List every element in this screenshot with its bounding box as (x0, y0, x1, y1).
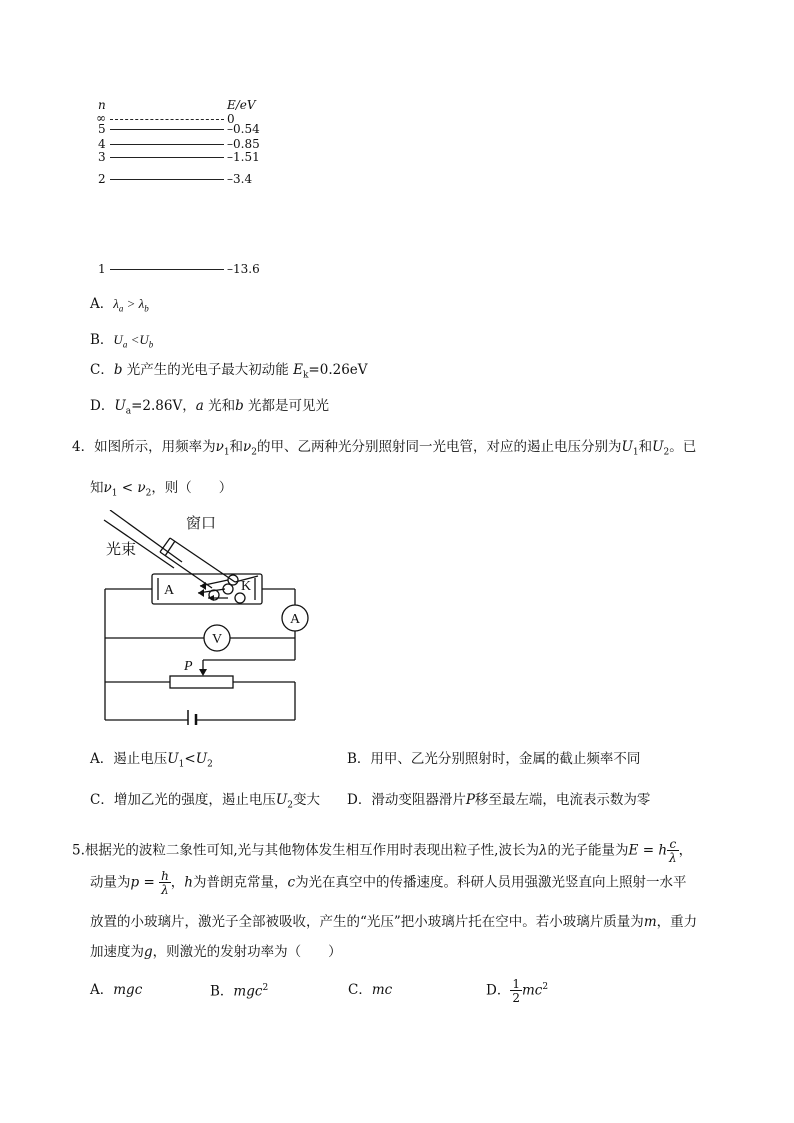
option-prefix: D． (90, 398, 115, 414)
q5-option-b[interactable]: B．mgc$^2$ (210, 983, 269, 1000)
q3-option-d[interactable]: D．$U_a=2.86V$，a 光和b 光都是可见光 (90, 398, 330, 417)
option-value: =2.86V， (131, 398, 196, 414)
q4-option-b[interactable] (347, 753, 640, 767)
level-line-1 (110, 269, 224, 270)
level-line-infinity (110, 119, 224, 120)
level-energy: –0.85 (227, 137, 260, 151)
stem-text: 。已 (669, 439, 697, 455)
stem-text: 为普朗克常量， (193, 874, 288, 891)
beam-label: 光束 (106, 542, 137, 558)
stem-text: 和 (229, 439, 244, 455)
stem-text: ，重力 (656, 914, 698, 930)
level-n-label: 1 (98, 262, 106, 276)
option-prefix: C． (90, 792, 114, 808)
option-prefix: B． (90, 332, 114, 348)
level-energy: –1.51 (227, 150, 260, 164)
option-prefix: C． (348, 982, 372, 998)
level-line-2 (110, 179, 224, 180)
anode-label: A (164, 583, 175, 598)
q4-option-c[interactable]: C．增加乙光的强度，遏止电压$U_2$变大 (90, 792, 320, 811)
level-energy: –13.6 (227, 262, 260, 276)
stem-text: 动量为 (90, 874, 131, 891)
level-energy: 0 (227, 112, 235, 126)
option-prefix: D． (486, 982, 511, 999)
q4-stem-line2: 知$\nu_1 < \nu_2$，则（ ） (90, 480, 233, 499)
ammeter-label: A (290, 612, 301, 627)
stem-text: 加速度为 (90, 944, 144, 960)
option-text: 光产生的光电子最大初动能 (126, 362, 289, 378)
option-value: =0.26eV (308, 362, 368, 378)
level-n-label: 3 (98, 150, 106, 164)
stem-text: 的甲、乙两种光分别照射同一光电管，对应的遏止电压分别为 (257, 439, 622, 455)
q5-option-a[interactable]: A．mgc (90, 982, 143, 998)
q5-stem-line1: 5.根据光的波粒二象性可知,光与其他物体发生相互作用时表现出粒子性,波长为λ的光子能量为E = h $\frac{c}{\lambda}$ ， (72, 837, 693, 865)
option-prefix: A． (90, 751, 114, 767)
option-prefix: A． (90, 296, 114, 312)
stem-text: ，则激光的发射功率为（ ） (152, 944, 342, 960)
option-prefix: C． (90, 362, 114, 378)
level-line-4 (110, 144, 224, 145)
electron (235, 593, 245, 603)
q4-option-d[interactable]: D．滑动变阻器滑片P移至最左端，电流表示数为零 (347, 792, 651, 808)
question-number: 4． (72, 439, 95, 455)
level-n-label: 5 (98, 122, 106, 136)
n-axis-label: n (98, 98, 106, 112)
option-text: 滑动变阻器滑片 (371, 792, 466, 808)
voltmeter-label: V (212, 632, 223, 647)
slider-arrow-head (199, 669, 207, 676)
window-label: 窗口 (186, 516, 217, 532)
level-line-5 (110, 129, 224, 130)
option-prefix: B． (347, 751, 371, 767)
q5-stem-line3: 放置的小玻璃片，激光子全部被吸收，产生的“光压”把小玻璃片托在空中。若小玻璃片质量为m，重力 (90, 914, 698, 930)
option-text: 光和 (208, 398, 236, 414)
stem-text: ，则（ ） (151, 480, 233, 496)
rheostat (170, 676, 233, 688)
stem-text: 如图所示，用频率为 (94, 439, 216, 455)
stem-text: 为光在真空中的传播速度。科研人员用强激光竖直向上照射一水平 (295, 874, 687, 891)
option-text: 变大 (292, 792, 320, 808)
stem-text: 知 (90, 480, 104, 496)
stem-text: 放置的小玻璃片，激光子全部被吸收，产生的“光压”把小玻璃片托在空中。若小玻璃片质量为 (90, 914, 644, 930)
q4-option-a[interactable]: A．遏止电压$U_1<U_2$ (90, 751, 213, 770)
level-n-label: ∞ (96, 111, 106, 125)
q3-option-b[interactable]: B．$U_a <U_b$ (90, 332, 154, 350)
cathode-label: K (241, 579, 252, 594)
level-line-3 (110, 157, 224, 158)
option-text: 增加乙光的强度，遏止电压 (113, 792, 276, 808)
question-number: 5. (72, 842, 85, 859)
option-text: 用甲、乙光分别照射时，金属的截止频率不同 (370, 751, 641, 767)
q3-option-c[interactable]: C．b 光产生的光电子最大初动能 $E_k=0.26eV$ (90, 362, 368, 381)
stem-text: 根据光的波粒二象性可知,光与其他物体发生相互作用时表现出粒子性,波长为 (84, 842, 539, 859)
level-energy: –0.54 (227, 122, 260, 136)
q3-option-a[interactable]: A．$\lambda_a > \lambda_b$ (90, 296, 149, 314)
arrow-head (200, 582, 206, 590)
arrow-head (198, 589, 204, 597)
stem-text: 和 (638, 439, 653, 455)
energy-axis-label: E/eV (227, 98, 256, 112)
level-n-label: 2 (98, 172, 106, 186)
q5-stem-line2: 动量为p = $\frac{h}{\lambda}$ ，h为普朗克常量，c为光在真空中的传播速度。科研人员用强激光竖直向上照射一水平 (90, 869, 687, 897)
q5-option-d[interactable]: D． $\frac{1}{2}$ $mc^2$ (486, 977, 549, 1005)
phototube-circuit-figure (100, 510, 315, 725)
stem-text: 的光子能量为 (547, 842, 629, 859)
option-prefix: A． (90, 982, 114, 998)
option-text: 移至最左端，电流表示数为零 (474, 792, 651, 808)
level-n-label: 4 (98, 137, 106, 151)
level-energy: –3.4 (227, 172, 253, 186)
q5-stem-line4: 加速度为g，则激光的发射功率为（ ） (90, 944, 342, 960)
option-text: 光都是可见光 (248, 398, 330, 414)
slider-label: P (184, 659, 193, 674)
option-prefix: B． (210, 983, 234, 1000)
q4-stem-line1: 4．如图所示，用频率为$\nu_1$和$\nu_2$的甲、乙两种光分别照射同一光电管，对应的遏止电压分别为$U_1$和$U_2$。已 (72, 439, 697, 458)
option-text: 遏止电压 (113, 751, 168, 767)
option-prefix: D． (347, 792, 372, 808)
q5-option-c[interactable]: C．mc (348, 982, 393, 998)
